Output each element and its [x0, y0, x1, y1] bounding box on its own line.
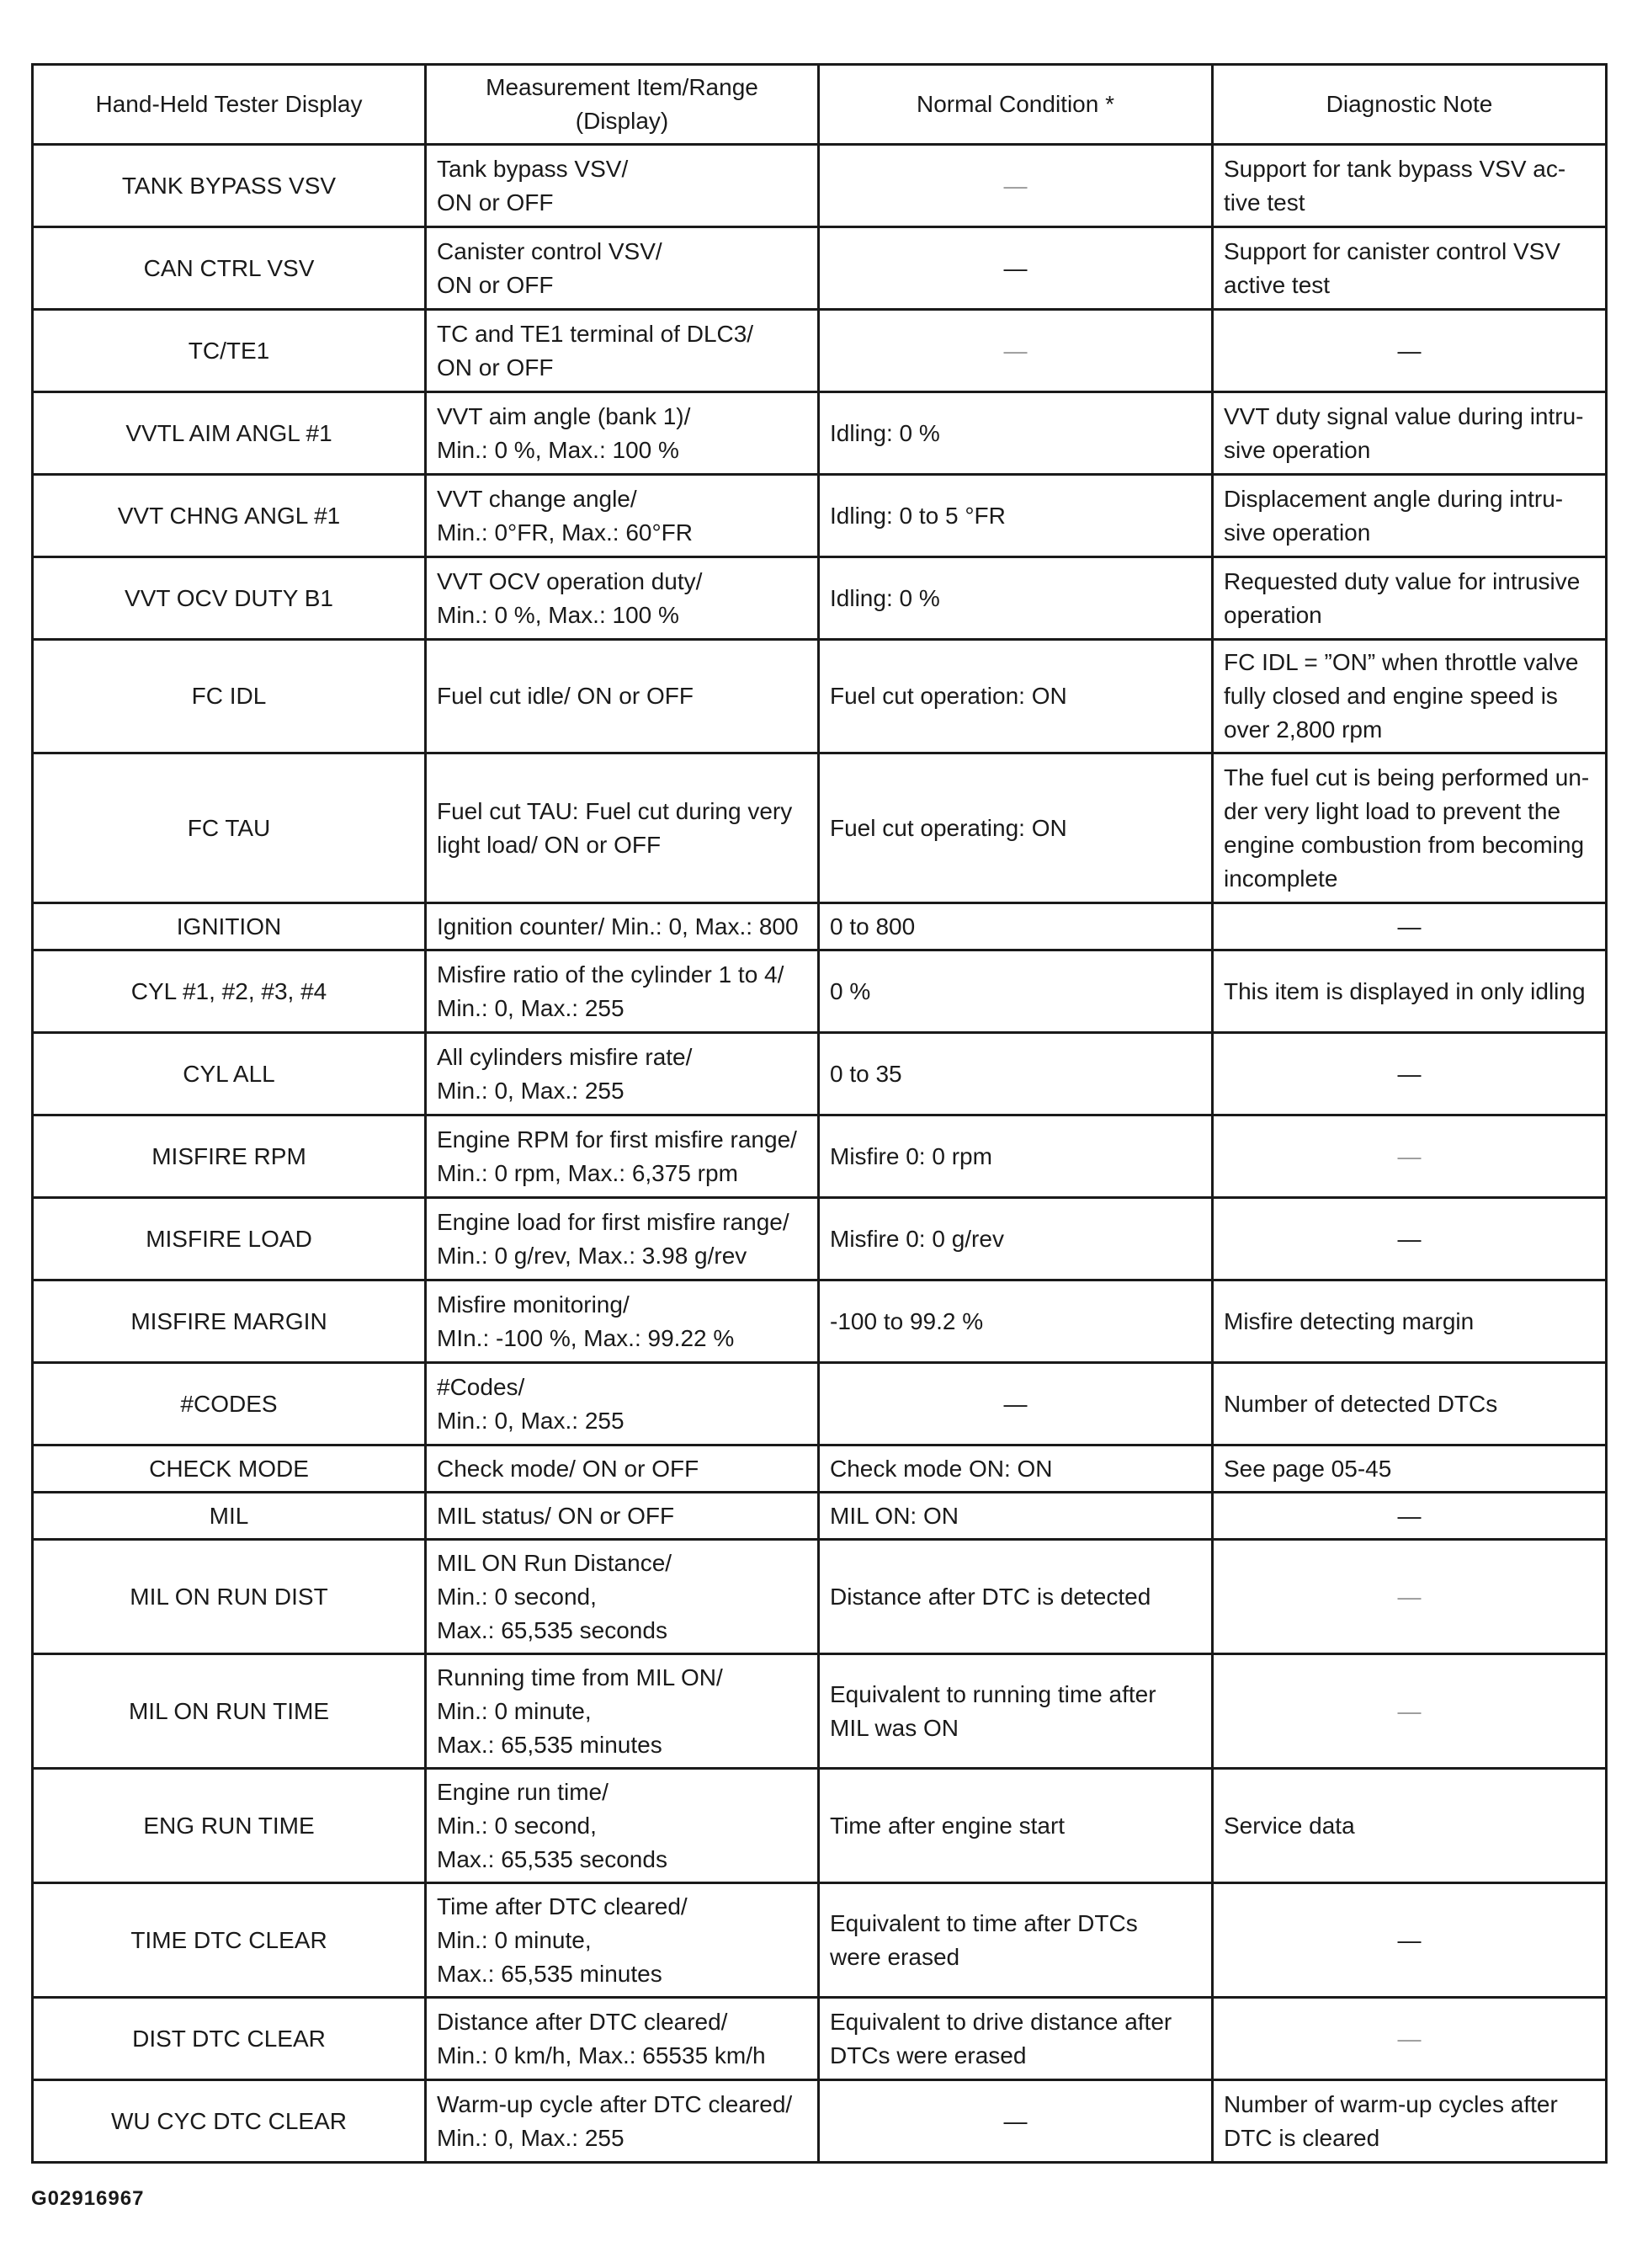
- cell-note: This item is displayed in only idling: [1213, 950, 1607, 1033]
- cell-range: Tank bypass VSV/ ON or OFF: [426, 145, 819, 227]
- cell-display: MISFIRE MARGIN: [33, 1280, 426, 1363]
- cell-display: FC IDL: [33, 640, 426, 753]
- cell-note: —: [1213, 1493, 1607, 1540]
- cell-range: Misfire monitoring/ MIn.: -100 %, Max.: 99.22 %: [426, 1280, 819, 1363]
- table-row: [33, 1363, 1607, 1445]
- cell-display: MIL ON RUN DIST: [33, 1540, 426, 1654]
- cell-normal: Fuel cut operating: ON: [819, 753, 1213, 903]
- cell-range: Canister control VSV/ ON or OFF: [426, 227, 819, 310]
- cell-display: TC/TE1: [33, 310, 426, 392]
- cell-normal: 0 to 35: [819, 1033, 1213, 1115]
- cell-display: CAN CTRL VSV: [33, 227, 426, 310]
- cell-range: #Codes/ Min.: 0, Max.: 255: [426, 1363, 819, 1445]
- cell-display: #CODES: [33, 1363, 426, 1445]
- table-row: [33, 640, 1607, 753]
- cell-note: Number of warm-up cycles after DTC is cleared: [1213, 2080, 1607, 2163]
- header-note: Diagnostic Note: [1213, 65, 1607, 145]
- cell-range: MIL ON Run Distance/ Min.: 0 second, Max.: 65,535 seconds: [426, 1540, 819, 1654]
- cell-range: Distance after DTC cleared/ Min.: 0 km/h, Max.: 65535 km/h: [426, 1998, 819, 2080]
- table-row: [33, 1998, 1607, 2080]
- tester-data-table: [31, 63, 1608, 2164]
- cell-range: Fuel cut idle/ ON or OFF: [426, 640, 819, 753]
- cell-note: —: [1213, 310, 1607, 392]
- header-normal: Normal Condition *: [819, 65, 1213, 145]
- cell-display: VVT CHNG ANGL #1: [33, 475, 426, 557]
- cell-note: FC IDL = ”ON” when throttle valve fully closed and engine speed is over 2,800 rpm: [1213, 640, 1607, 753]
- table-row: [33, 903, 1607, 950]
- figure-id: G02916967: [31, 2187, 145, 2210]
- cell-note: The fuel cut is being performed un- der very light load to prevent the engine combustion from becoming incomplete: [1213, 753, 1607, 903]
- cell-normal: Misfire 0: 0 rpm: [819, 1115, 1213, 1198]
- cell-normal: 0 %: [819, 950, 1213, 1033]
- cell-normal: Check mode ON: ON: [819, 1445, 1213, 1493]
- table-row: [33, 310, 1607, 392]
- cell-range: VVT OCV operation duty/ Min.: 0 %, Max.: 100 %: [426, 557, 819, 640]
- cell-normal: Equivalent to drive distance after DTCs were erased: [819, 1998, 1213, 2080]
- cell-normal: Fuel cut operation: ON: [819, 640, 1213, 753]
- cell-note: Support for tank bypass VSV ac- tive test: [1213, 145, 1607, 227]
- cell-note: Requested duty value for intrusive operation: [1213, 557, 1607, 640]
- table-row: [33, 392, 1607, 475]
- cell-display: CHECK MODE: [33, 1445, 426, 1493]
- cell-note: —: [1213, 1883, 1607, 1998]
- cell-display: MISFIRE RPM: [33, 1115, 426, 1198]
- table-row: [33, 753, 1607, 903]
- cell-range: VVT aim angle (bank 1)/ Min.: 0 %, Max.: 100 %: [426, 392, 819, 475]
- cell-display: FC TAU: [33, 753, 426, 903]
- cell-display: CYL ALL: [33, 1033, 426, 1115]
- cell-note: —: [1213, 1115, 1607, 1198]
- cell-range: Misfire ratio of the cylinder 1 to 4/ Min.: 0, Max.: 255: [426, 950, 819, 1033]
- table-row: [33, 1493, 1607, 1540]
- cell-display: MIL: [33, 1493, 426, 1540]
- table-row: [33, 1198, 1607, 1280]
- table-row: [33, 2080, 1607, 2163]
- cell-display: MIL ON RUN TIME: [33, 1654, 426, 1769]
- cell-note: —: [1213, 903, 1607, 950]
- cell-display: MISFIRE LOAD: [33, 1198, 426, 1280]
- cell-range: All cylinders misfire rate/ Min.: 0, Max.: 255: [426, 1033, 819, 1115]
- cell-normal: Idling: 0 %: [819, 557, 1213, 640]
- table-body: [33, 145, 1607, 2163]
- cell-note: VVT duty signal value during intru- sive operation: [1213, 392, 1607, 475]
- table-row: [33, 1883, 1607, 1998]
- cell-display: TANK BYPASS VSV: [33, 145, 426, 227]
- table-row: [33, 1280, 1607, 1363]
- cell-range: Warm-up cycle after DTC cleared/ Min.: 0, Max.: 255: [426, 2080, 819, 2163]
- cell-note: Displacement angle during intru- sive operation: [1213, 475, 1607, 557]
- cell-normal: —: [819, 1363, 1213, 1445]
- cell-range: Check mode/ ON or OFF: [426, 1445, 819, 1493]
- cell-range: MIL status/ ON or OFF: [426, 1493, 819, 1540]
- cell-note: See page 05-45: [1213, 1445, 1607, 1493]
- table-row: [33, 1033, 1607, 1115]
- cell-normal: Distance after DTC is detected: [819, 1540, 1213, 1654]
- cell-note: Number of detected DTCs: [1213, 1363, 1607, 1445]
- cell-normal: Equivalent to time after DTCs were erased: [819, 1883, 1213, 1998]
- table-row: [33, 145, 1607, 227]
- table-row: [33, 950, 1607, 1033]
- cell-note: —: [1213, 1198, 1607, 1280]
- cell-range: Fuel cut TAU: Fuel cut during very light load/ ON or OFF: [426, 753, 819, 903]
- cell-normal: —: [819, 145, 1213, 227]
- cell-normal: Idling: 0 to 5 °FR: [819, 475, 1213, 557]
- cell-note: —: [1213, 1998, 1607, 2080]
- cell-display: WU CYC DTC CLEAR: [33, 2080, 426, 2163]
- cell-display: DIST DTC CLEAR: [33, 1998, 426, 2080]
- cell-range: Ignition counter/ Min.: 0, Max.: 800: [426, 903, 819, 950]
- table-row: [33, 1115, 1607, 1198]
- cell-normal: —: [819, 310, 1213, 392]
- cell-note: —: [1213, 1540, 1607, 1654]
- cell-normal: Idling: 0 %: [819, 392, 1213, 475]
- cell-normal: —: [819, 227, 1213, 310]
- cell-display: VVTL AIM ANGL #1: [33, 392, 426, 475]
- cell-normal: -100 to 99.2 %: [819, 1280, 1213, 1363]
- cell-range: Engine run time/ Min.: 0 second, Max.: 65,535 seconds: [426, 1769, 819, 1883]
- cell-range: TC and TE1 terminal of DLC3/ ON or OFF: [426, 310, 819, 392]
- cell-normal: MIL ON: ON: [819, 1493, 1213, 1540]
- table-row: [33, 227, 1607, 310]
- cell-normal: Time after engine start: [819, 1769, 1213, 1883]
- cell-normal: —: [819, 2080, 1213, 2163]
- cell-display: ENG RUN TIME: [33, 1769, 426, 1883]
- cell-note: Misfire detecting margin: [1213, 1280, 1607, 1363]
- cell-range: VVT change angle/ Min.: 0°FR, Max.: 60°FR: [426, 475, 819, 557]
- table-row: [33, 557, 1607, 640]
- cell-display: IGNITION: [33, 903, 426, 950]
- cell-display: CYL #1, #2, #3, #4: [33, 950, 426, 1033]
- cell-display: VVT OCV DUTY B1: [33, 557, 426, 640]
- cell-display: TIME DTC CLEAR: [33, 1883, 426, 1998]
- table-row: [33, 1769, 1607, 1883]
- cell-note: Service data: [1213, 1769, 1607, 1883]
- header-display: Hand-Held Tester Display: [33, 65, 426, 145]
- cell-range: Running time from MIL ON/ Min.: 0 minute, Max.: 65,535 minutes: [426, 1654, 819, 1769]
- cell-normal: 0 to 800: [819, 903, 1213, 950]
- cell-note: Support for canister control VSV active test: [1213, 227, 1607, 310]
- cell-note: —: [1213, 1654, 1607, 1769]
- cell-range: Engine RPM for first misfire range/ Min.: 0 rpm, Max.: 6,375 rpm: [426, 1115, 819, 1198]
- table-row: [33, 1540, 1607, 1654]
- table-header-row: [33, 65, 1607, 145]
- cell-normal: Equivalent to running time after MIL was ON: [819, 1654, 1213, 1769]
- cell-note: —: [1213, 1033, 1607, 1115]
- cell-range: Time after DTC cleared/ Min.: 0 minute, Max.: 65,535 minutes: [426, 1883, 819, 1998]
- cell-range: Engine load for first misfire range/ Min.: 0 g/rev, Max.: 3.98 g/rev: [426, 1198, 819, 1280]
- cell-normal: Misfire 0: 0 g/rev: [819, 1198, 1213, 1280]
- table-row: [33, 1654, 1607, 1769]
- header-range: Measurement Item/Range (Display): [426, 65, 819, 145]
- table-row: [33, 1445, 1607, 1493]
- table-row: [33, 475, 1607, 557]
